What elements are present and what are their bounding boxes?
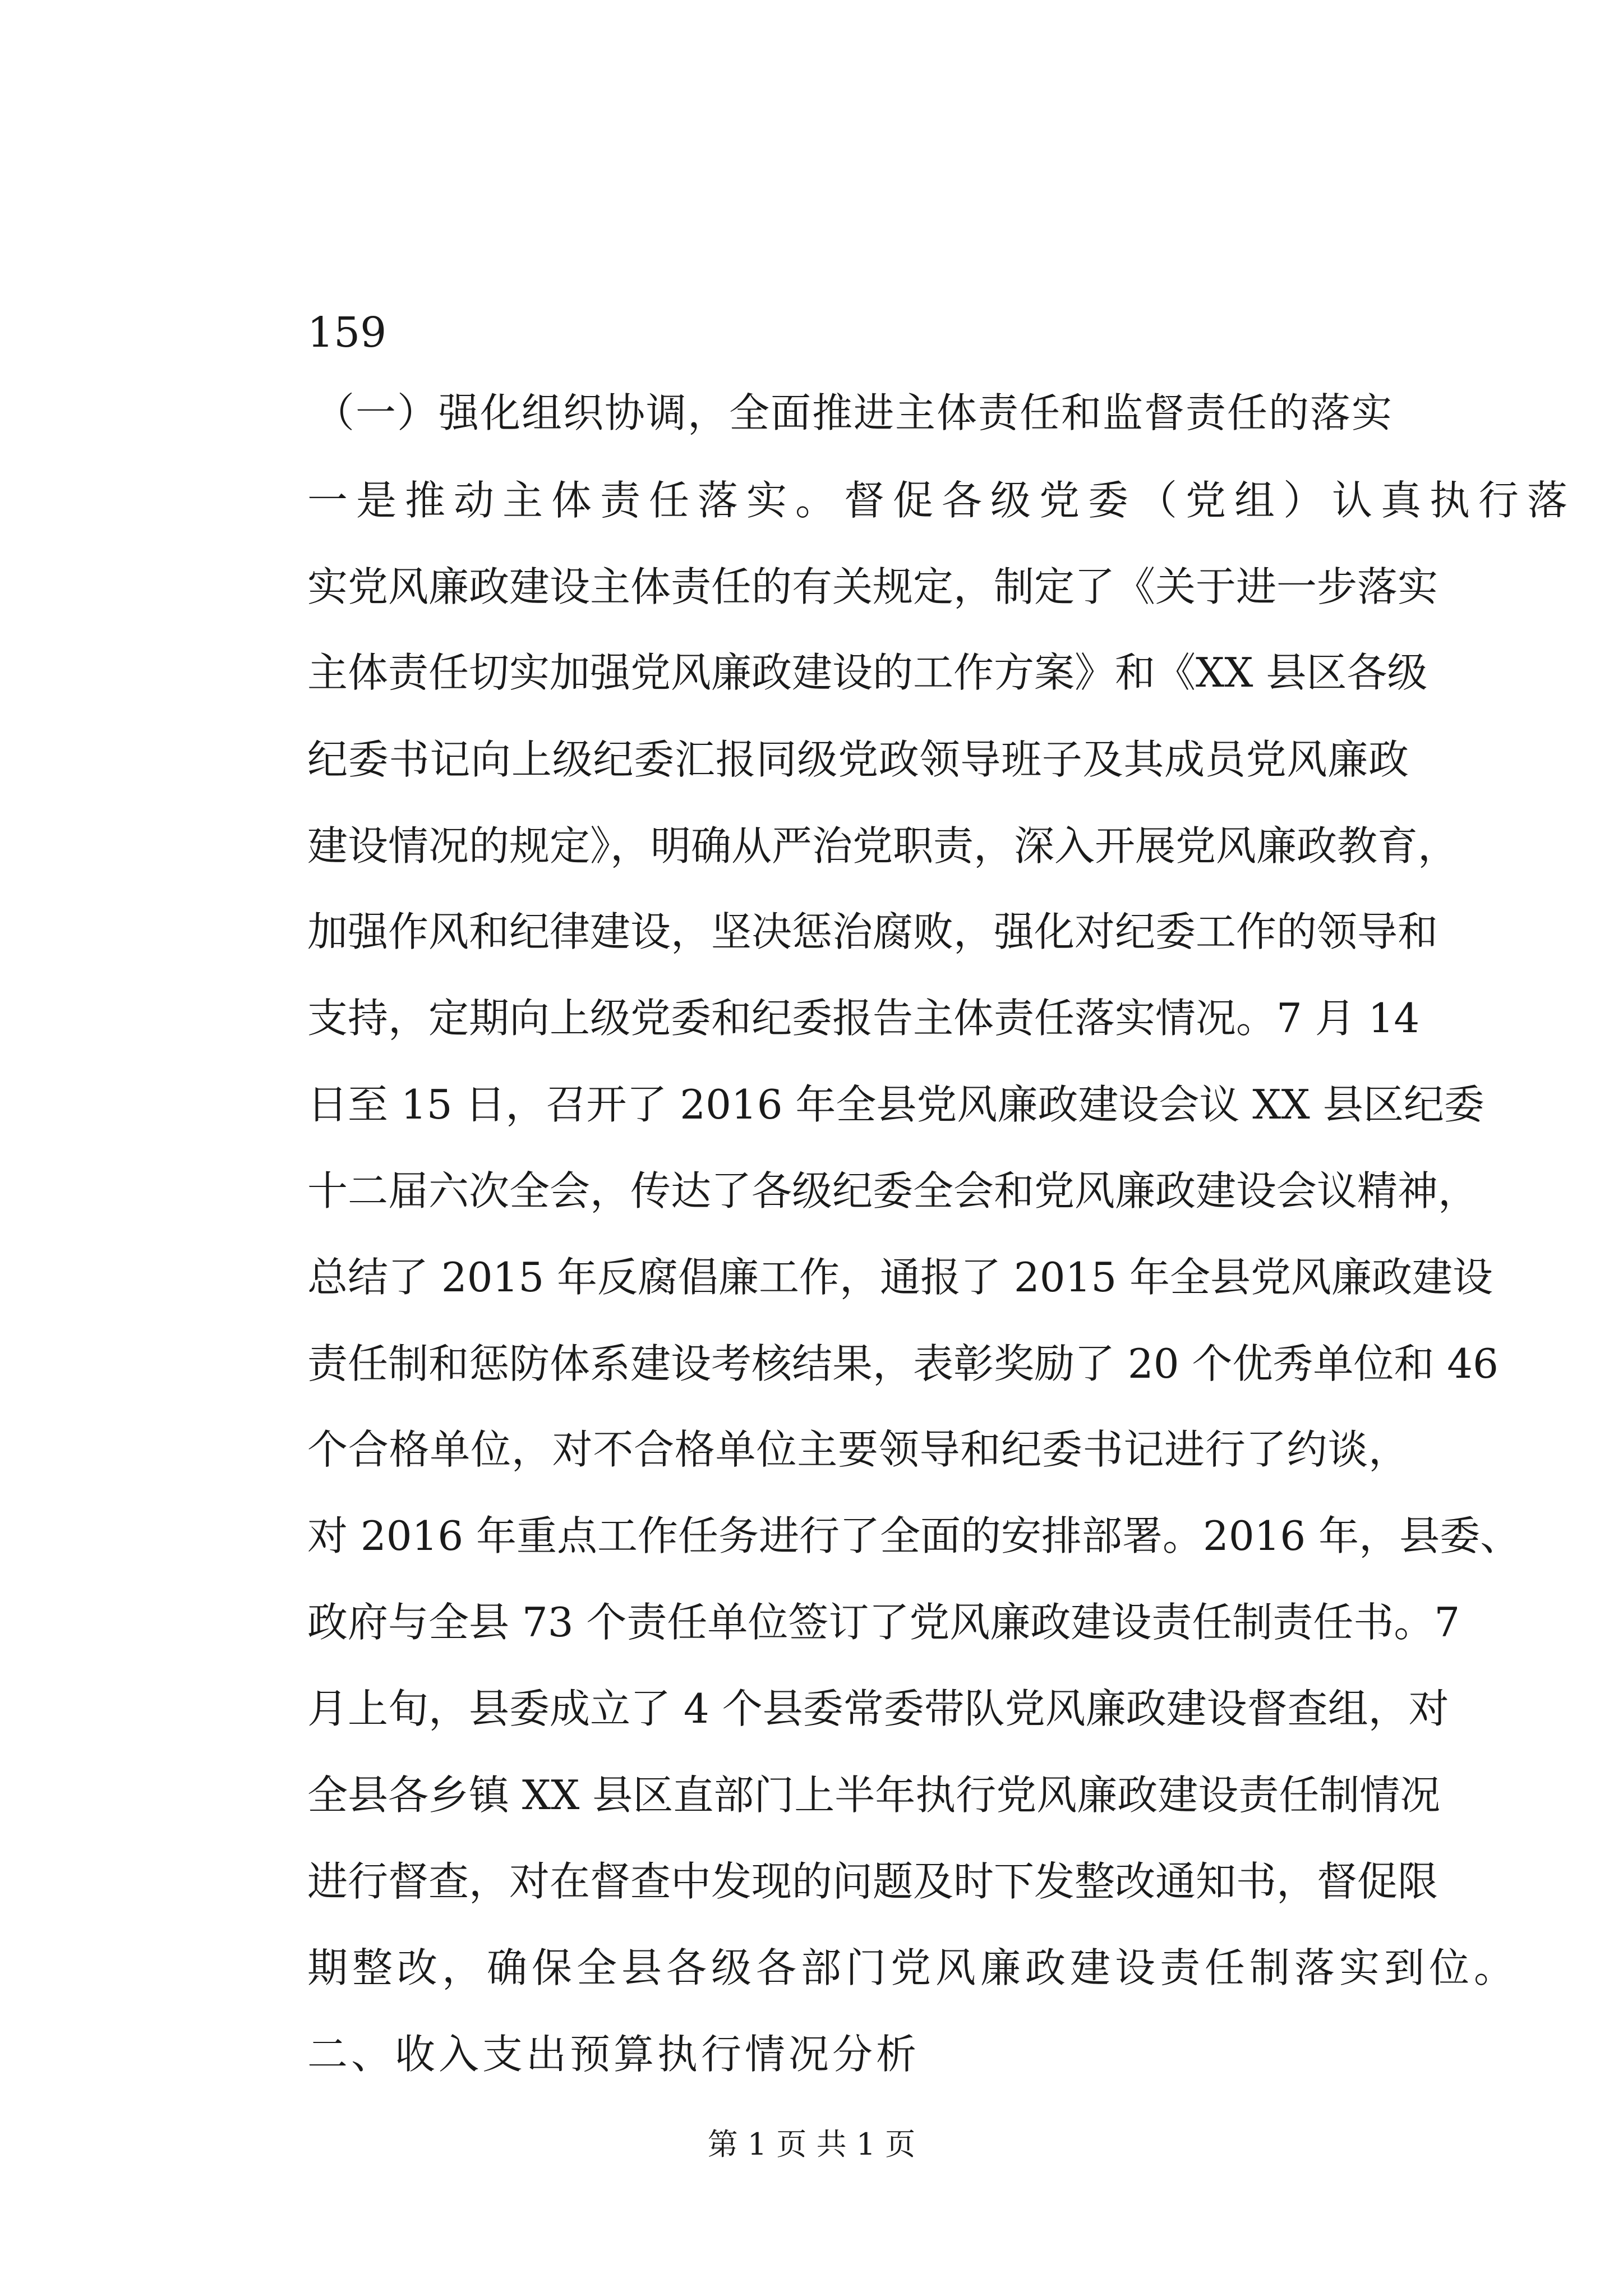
paragraph-line: 支持，定期向上级党委和纪委报告主体责任落实情况。7 月 14 [307, 995, 1420, 1042]
paragraph-line: 主体责任切实加强党风廉政建设的工作方案》和《XX 县区各级 [307, 649, 1428, 696]
paragraph-line: 建设情况的规定》，明确从严治党职责，深入开展党风廉政教育， [307, 822, 1459, 869]
paragraph-line: 十二届六次全会，传达了各级纪委全会和党风廉政建设会议精神， [307, 1167, 1479, 1214]
paragraph-line: 对 2016 年重点工作任务进行了全面的安排部署。2016 年，县委、 [307, 1512, 1521, 1559]
section-heading: （一）强化组织协调，全面推进主体责任和监督责任的落实 [314, 389, 1394, 436]
paragraph-line: 政府与全县 73 个责任单位签订了党风廉政建设责任制责任书。7 [307, 1599, 1460, 1646]
paragraph-line: 纪委书记向上级纪委汇报同级党政领导班子及其成员党风廉政 [307, 736, 1409, 783]
paragraph-line: 加强作风和纪律建设，坚决惩治腐败，强化对纪委工作的领导和 [307, 908, 1438, 955]
paragraph-line: 月上旬，县委成立了 4 个县委常委带队党风廉政建设督查组，对 [307, 1685, 1449, 1732]
page-footer: 第 1 页 共 1 页 [707, 2127, 916, 2162]
paragraph-line: 一是推动主体责任落实。督促各级党委（党组）认真执行落 [307, 477, 1576, 524]
paragraph-line: 进行督查，对在督查中发现的问题及时下发整改通知书，督促限 [307, 1858, 1438, 1905]
paragraph-line: 个合格单位，对不合格单位主要领导和纪委书记进行了约谈， [307, 1426, 1409, 1473]
page-marker: 159 [307, 309, 387, 357]
paragraph-line: 实党风廉政建设主体责任的有关规定，制定了《关于进一步落实 [307, 563, 1438, 610]
paragraph-line: 日至 15 日，召开了 2016 年全县党风廉政建设会议 XX 县区纪委 [307, 1081, 1484, 1128]
paragraph-line: 总结了 2015 年反腐倡廉工作，通报了 2015 年全县党风廉政建设 [307, 1254, 1493, 1301]
paragraph-line: 全县各乡镇 XX 县区直部门上半年执行党风廉政建设责任制情况 [307, 1772, 1441, 1819]
section-heading: 二、收入支出预算执行情况分析 [307, 2031, 920, 2078]
paragraph-line: 期整改，确保全县各级各部门党风廉政建设责任制落实到位。 [307, 1944, 1519, 1991]
paragraph-line: 责任制和惩防体系建设考核结果，表彰奖励了 20 个优秀单位和 46 [307, 1340, 1498, 1387]
